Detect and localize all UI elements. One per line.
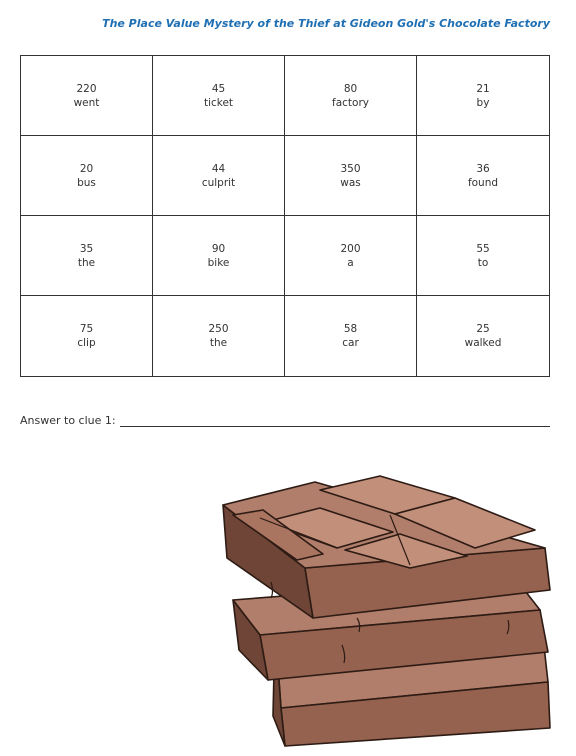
grid-cell: [285, 56, 417, 136]
cell-word: to: [477, 256, 489, 269]
cell-number: 44: [211, 162, 226, 175]
cell-number: 45: [211, 82, 226, 95]
cell-number: 350: [340, 162, 361, 175]
cell-word: clip: [77, 337, 96, 349]
cell-number: 58: [343, 323, 358, 335]
cell-number: 36: [476, 162, 490, 175]
grid-cell: [417, 216, 549, 296]
grid-cell: [21, 136, 153, 216]
cell-word: bus: [77, 176, 96, 189]
cell-word: car: [342, 337, 359, 349]
page-title: The Place Value Mystery of the Thief at Gideon Gold's Chocolate Factory: [102, 17, 550, 30]
cell-number: 90: [211, 242, 226, 255]
cell-number: 200: [340, 242, 361, 255]
grid-cell: [153, 56, 285, 136]
grid-cell: [417, 56, 549, 136]
cell-number: 80: [343, 82, 358, 95]
cell-word: was: [340, 176, 361, 189]
grid-cell: [285, 296, 417, 376]
grid-cell: [285, 216, 417, 296]
cell-word: a: [347, 256, 354, 269]
grid-cell: [153, 296, 285, 376]
cell-number: 250: [208, 323, 229, 335]
grid-cell: [285, 136, 417, 216]
cell-number: 21: [476, 82, 490, 95]
answer-label: Answer to clue 1:: [20, 414, 116, 427]
grid-cell: [153, 136, 285, 216]
cell-word: the: [209, 337, 228, 349]
grid-cell: [21, 56, 153, 136]
grid-cell: [417, 296, 549, 376]
cell-word: ticket: [203, 96, 234, 109]
cell-word: found: [467, 176, 499, 189]
cell-word: bike: [207, 256, 230, 269]
grid-cell: [417, 136, 549, 216]
cell-number: 25: [476, 323, 490, 335]
cell-word: walked: [464, 337, 502, 349]
grid-cell: [21, 296, 153, 376]
grid-cell: [153, 216, 285, 296]
cell-word: factory: [332, 96, 369, 109]
grid-cell: [21, 216, 153, 296]
cell-word: by: [476, 96, 490, 109]
cell-number: 55: [476, 242, 490, 255]
cell-number: 220: [76, 82, 97, 95]
cell-word: culprit: [201, 176, 236, 189]
answer-row: [20, 414, 550, 427]
clue-grid: [20, 55, 550, 377]
cell-word: the: [77, 256, 96, 269]
cell-number: 35: [79, 242, 94, 255]
cell-number: 75: [79, 323, 94, 335]
answer-line[interactable]: [120, 415, 550, 427]
cell-word: went: [73, 96, 100, 109]
cell-number: 20: [79, 162, 94, 175]
chocolate-bar-icon: [205, 460, 555, 750]
